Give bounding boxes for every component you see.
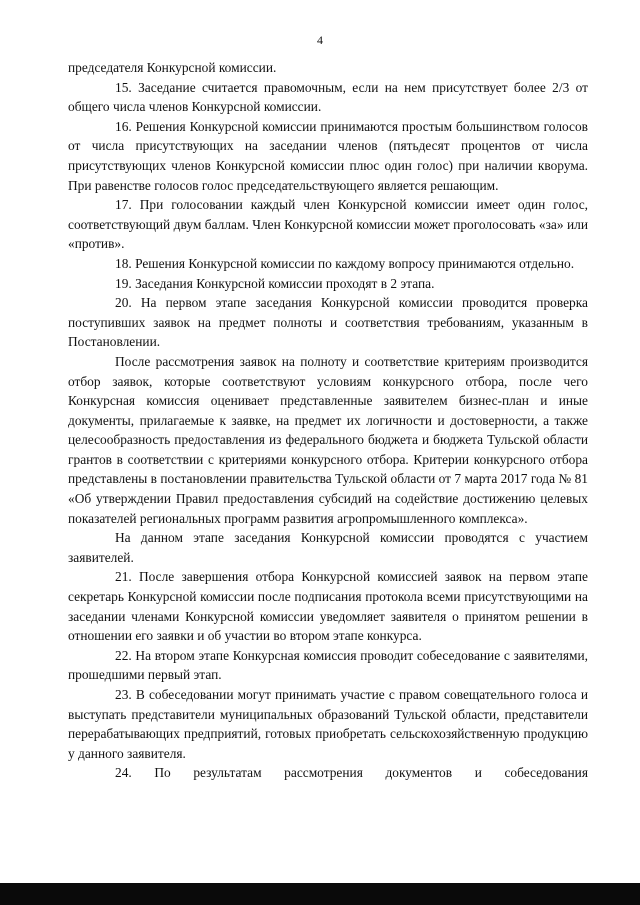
- paragraph-continuation: председателя Конкурсной комиссии.: [68, 60, 277, 75]
- scan-edge-bar: [0, 883, 640, 905]
- paragraph-20-review: После рассмотрения заявок на полноту и соответствие критериям производится отбор заявок, которые соответствуют условиям конкурсного отбора, после чего Конкурсная комиссия оценивает представленные заявителем бизнес-план и иные документы, прилагаемые к заявке, на предмет их логичности и достоверности, а также целесообразность предоставления из федерального бюджета и бюджета Тульской области грантов в соответствии с критериями конкурсного отбора. Критерии конкурсного отбора представлены в постановлении правительства Тульской области от 7 марта 2017 года № 81 «Об утверждении Правил предоставления субсидий на содействие достижению целевых показателей региональных программ развития агропромышленного комплекса».: [68, 353, 588, 526]
- paragraph-19: 19. Заседания Конкурсной комиссии проходят в 2 этапа.: [115, 275, 435, 291]
- paragraph-24: 24. По результатам рассмотрения документов и собеседования: [115, 765, 588, 781]
- paragraph-21: 21. После завершения отбора Конкурсной комиссией заявок на первом этапе секретарь Конкурсной комиссии после подписания протокола всеми присутствующими на заседании членами Конкурсной комиссии уведомляет заявителя о принятом решении в отношении его заявки и об участии во втором этапе конкурса.: [68, 569, 588, 644]
- paragraph-15: 15. Заседание считается правомочным, если на нем присутствует более 2/3 от общего числа членов Конкурсной комиссии.: [68, 79, 588, 115]
- paragraph-17: 17. При голосовании каждый член Конкурсной комиссии имеет один голос, соответствующий двум баллам. Член Конкурсной комиссии может проголосовать «за» или «против».: [68, 197, 588, 252]
- document-body: [68, 58, 588, 783]
- paragraph-22: 22. На втором этапе Конкурсная комиссия проводит собеседование с заявителями, прошедшими первый этап.: [68, 647, 588, 683]
- paragraph-20: 20. На первом этапе заседания Конкурсной комиссии проводится проверка поступивших заявок на предмет полноты и соответствия требованиям, указанным в Постановлении.: [68, 295, 588, 350]
- page-number: 4: [317, 33, 323, 47]
- paragraph-16: 16. Решения Конкурсной комиссии принимаются простым большинством голосов от числа присутствующих на заседании членов (пятьдесят процентов от числа присутствующих членов Конкурсной комиссии плюс один голос) при наличии кворума. При равенстве голосов голос председательствующего является решающим.: [68, 118, 588, 193]
- paragraph-23: 23. В собеседовании могут принимать участие с правом совещательного голоса и выступать представители муниципальных образований Тульской области, представители перерабатывающих предприятий, готовых приобретать сельскохозяйственную продукцию у данного заявителя.: [68, 687, 588, 761]
- paragraph-20-applicants: На данном этапе заседания Конкурсной комиссии проводятся с участием заявителей.: [68, 530, 588, 565]
- paragraph-18: 18. Решения Конкурсной комиссии по каждому вопросу принимаются отдельно.: [115, 255, 575, 271]
